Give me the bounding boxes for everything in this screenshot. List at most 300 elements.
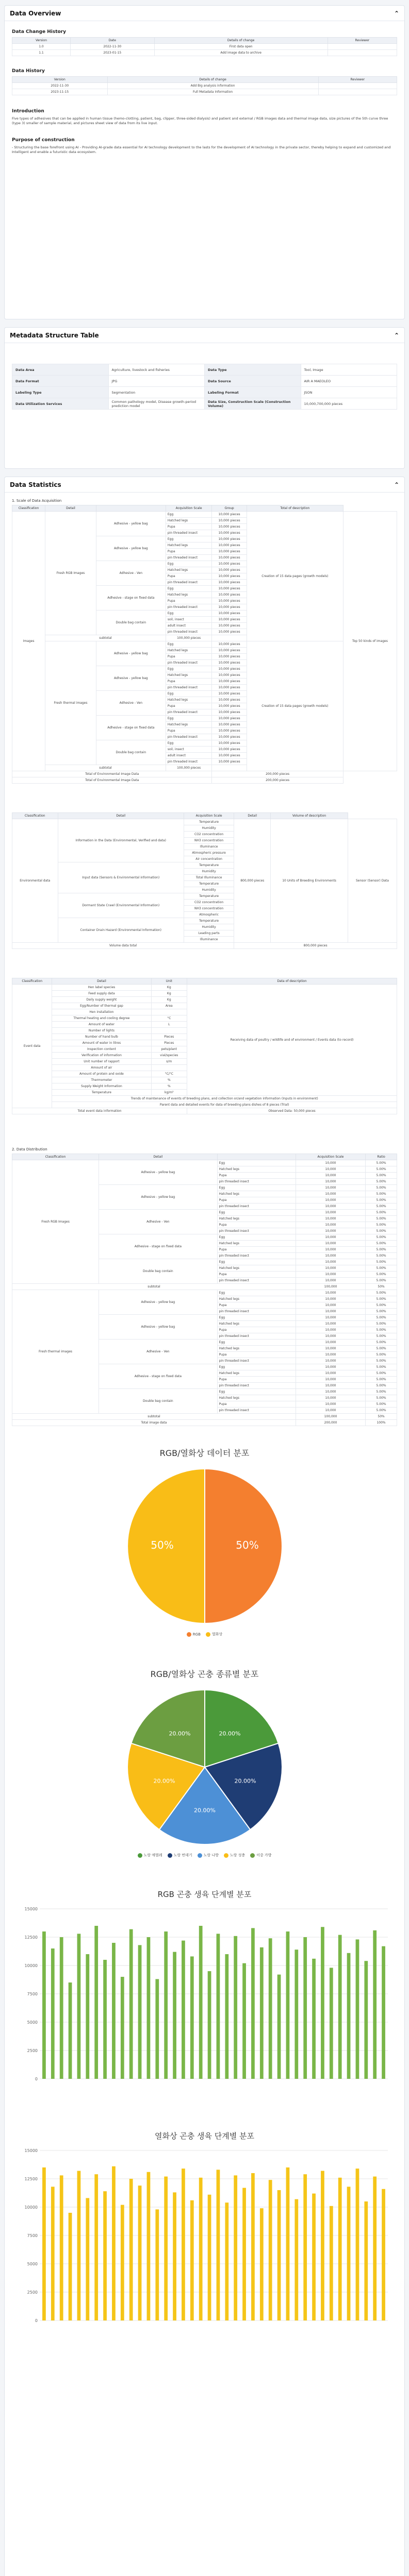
event-data-table	[12, 978, 397, 1114]
table-cell: Hatched legs	[217, 1296, 296, 1302]
table-cell	[318, 89, 397, 95]
bar	[312, 1959, 316, 2079]
sub-cell: Double bag contain	[96, 611, 166, 635]
table-cell	[328, 50, 397, 56]
table-cell: pin threaded insect	[166, 604, 211, 611]
table-header-cell: Detail	[52, 978, 151, 985]
metadata-header[interactable]	[5, 328, 404, 343]
table-cell: subtotal	[45, 765, 166, 771]
metadata-key: Labeling Format	[205, 387, 301, 398]
y-tick-label: 12500	[24, 2177, 38, 2181]
table-cell: Egg	[217, 1259, 296, 1265]
table-cell	[151, 1028, 187, 1034]
table-cell: Egg	[217, 1160, 296, 1166]
table-cell: 10,000	[296, 1408, 365, 1414]
metadata-row	[12, 398, 397, 410]
legend-label: 노랑 애벌레	[143, 1853, 162, 1857]
table-cell: 5.00%	[366, 1408, 397, 1414]
bar	[216, 1934, 220, 2079]
table-cell: 50%	[366, 1414, 397, 1420]
table-cell: pin threaded insect	[166, 685, 211, 691]
table-cell: 10,000	[296, 1173, 365, 1179]
table-cell: 5.00%	[366, 1364, 397, 1370]
table-cell: Pupa	[166, 703, 211, 709]
table-cell: Illuminance	[184, 937, 234, 943]
bar	[312, 2194, 316, 2320]
data-overview-header[interactable]	[5, 6, 404, 21]
bar	[68, 2213, 72, 2320]
table-cell: 10,000	[296, 1327, 365, 1333]
table-cell: Hatched legs	[217, 1216, 296, 1222]
table-row	[12, 1102, 397, 1108]
legend-swatch	[198, 1853, 202, 1858]
table-cell: Trends of maintenance of events of breeding plans, and collection or/and vegetation information (Inputs in environment)	[52, 1096, 397, 1102]
table-cell: Egg	[217, 1340, 296, 1346]
slice-label: 20.00%	[219, 1730, 240, 1737]
table-cell: 5.00%	[366, 1346, 397, 1352]
sub-cell: Adhesive - Ven	[99, 1210, 218, 1234]
table-cell: Temperature	[184, 819, 234, 825]
table-cell: 10,000	[296, 1340, 365, 1346]
table-cell: Egg	[217, 1234, 296, 1241]
bar	[329, 1968, 333, 2079]
table-cell: pin threaded insect	[217, 1253, 296, 1259]
distribution-caption: 2. Data Distribution	[12, 1147, 47, 1151]
table-cell: 5.00%	[366, 1278, 397, 1284]
pie-chart-block	[12, 1668, 397, 1858]
bar	[51, 2187, 54, 2320]
change-history-table	[12, 37, 397, 56]
chevron-up-icon[interactable]: ⌃	[394, 481, 399, 488]
legend-item	[206, 1632, 222, 1637]
metadata-value: JSON	[301, 387, 397, 398]
table-header-cell: Details of change	[154, 38, 328, 44]
table-cell: 10,000 pieces	[212, 734, 247, 740]
chart-title: RGB/열화상 데이터 분포	[159, 1448, 250, 1458]
table-header-cell	[217, 1154, 296, 1160]
metadata-key: Data Size, Construction Scale (Construction Volume)	[205, 398, 301, 410]
table-cell: Egg	[217, 1185, 296, 1191]
table-cell: 10,000 pieces	[212, 518, 247, 524]
table-cell: Number of hand bulb	[52, 1034, 151, 1040]
table-cell: subtotal	[12, 1414, 296, 1420]
group-cell: Container Drain Hazard (Environmental Information)	[58, 918, 184, 943]
table-cell: Thermal heating and cooling degree	[52, 1015, 151, 1022]
table-cell: CO2 concentration	[184, 900, 234, 906]
table-cell: Humidity	[184, 924, 234, 930]
bar	[225, 1954, 228, 2079]
bar	[268, 2180, 272, 2320]
table-row	[12, 1160, 397, 1166]
table-cell: 5.00%	[366, 1383, 397, 1389]
bar	[277, 2190, 281, 2320]
table-header-cell: Reviewer	[318, 77, 397, 83]
table-cell: Thermometer	[52, 1077, 151, 1083]
legend-swatch	[250, 1853, 255, 1858]
bar	[86, 2198, 89, 2320]
bar	[207, 1971, 211, 2079]
bar	[207, 2195, 211, 2320]
table-cell: adult insect	[166, 753, 211, 759]
table-row	[12, 512, 397, 518]
y-tick-label: 2500	[27, 2290, 38, 2295]
table-cell: Top 50 kinds of images	[343, 512, 397, 771]
bar	[382, 1946, 385, 2079]
bar	[364, 2201, 368, 2320]
table-cell: 5.00%	[366, 1352, 397, 1358]
table-cell: 10,000	[296, 1377, 365, 1383]
bar	[216, 2170, 220, 2320]
table-cell: 10,000	[296, 1204, 365, 1210]
table-cell	[328, 44, 397, 50]
bar	[77, 2171, 80, 2320]
pie-chart-block	[12, 1447, 397, 1637]
purpose-text: - Structuring the base forefront using AI - Providing AI-grade data essential for AI technology development to the lasts for the development of AI technology in the private sector, thereby helping to expand and customized and Intelligent and enable a futuristic data ecosystem.	[12, 145, 391, 155]
legend-item	[138, 1853, 162, 1858]
table-cell: Pupa	[166, 679, 211, 685]
sub-cell: Adhesive - Ven	[96, 691, 166, 716]
table-cell: 10,000 pieces	[212, 697, 247, 703]
table-cell: 10,000 pieces	[212, 512, 247, 518]
class-cell: Event data	[12, 985, 52, 1108]
table-cell: Total of Environmental Image Data	[12, 777, 212, 784]
table-header-cell: Ratio	[366, 1154, 397, 1160]
table-header-cell: Unit	[151, 978, 187, 985]
table-cell: Add image data to archive	[154, 50, 328, 56]
bar	[94, 1926, 98, 2079]
bar	[77, 1934, 80, 2079]
data-statistics-title: Data Statistics	[10, 481, 61, 488]
table-cell: Kg	[151, 997, 187, 1003]
table-cell: 10,000 pieces	[212, 549, 247, 555]
slice-label: 50%	[235, 1539, 259, 1551]
chart-title: RGB 곤충 생육 단계별 분포	[157, 1890, 252, 1899]
table-cell: Daily supply weight	[52, 997, 151, 1003]
table-cell: subtotal	[45, 635, 166, 641]
bar	[164, 2177, 168, 2320]
sub-cell: Adhesive - yellow bag	[99, 1185, 218, 1210]
bar	[51, 1948, 54, 2079]
table-cell	[151, 1009, 187, 1015]
table-cell: 10,000	[296, 1228, 365, 1234]
table-cell: 5.00%	[366, 1259, 397, 1265]
table-cell: 10,000 pieces	[212, 685, 247, 691]
legend-item	[198, 1853, 219, 1858]
slice-label: 20.00%	[234, 1777, 256, 1785]
table-cell: NH3 concentration	[184, 906, 234, 912]
table-cell: Amount of air	[52, 1065, 151, 1071]
table-cell: Hatched legs	[166, 697, 211, 703]
table-cell: pin threaded insect	[217, 1179, 296, 1185]
table-cell: 1.1	[12, 50, 71, 56]
bar	[138, 2185, 141, 2320]
table-cell: Hen installation	[52, 1009, 151, 1015]
table-cell: Pupa	[166, 524, 211, 530]
data-statistics-header[interactable]	[5, 477, 404, 493]
table-header-cell: Details of change	[107, 77, 318, 83]
table-cell: 800,000 pieces	[234, 819, 271, 943]
bar	[164, 1931, 168, 2079]
bar	[129, 2179, 133, 2320]
table-cell: 5.00%	[366, 1160, 397, 1166]
slice-label: 20.00%	[193, 1807, 216, 1814]
table-cell: 5.00%	[366, 1272, 397, 1278]
sub-cell: Adhesive - yellow bag	[96, 666, 166, 691]
y-tick-label: 5000	[27, 2262, 38, 2266]
table-cell: 5.00%	[366, 1204, 397, 1210]
bar	[364, 1961, 368, 2079]
table-cell: Egg	[217, 1364, 296, 1370]
purpose-title: Purpose of construction	[12, 137, 75, 143]
table-cell: Temperature	[52, 1090, 151, 1096]
table-cell: Hatched legs	[217, 1370, 296, 1377]
table-cell: Air concentration	[184, 856, 234, 862]
bar	[286, 1931, 289, 2079]
metadata-row	[12, 364, 397, 376]
bar-chart-block	[12, 1889, 397, 2099]
bar	[59, 1937, 63, 2079]
bar	[259, 2208, 263, 2320]
class-cell: Images	[12, 512, 45, 771]
bar	[277, 1975, 281, 2079]
table-cell: 10,000 pieces	[212, 716, 247, 722]
group-cell: Dormant State Crawl (Environmental Information)	[58, 893, 184, 918]
chart-title: 열화상 곤충 생육 단계별 분포	[155, 2131, 254, 2141]
table-cell: 10,000	[296, 1383, 365, 1389]
table-cell: 10,000 pieces	[212, 561, 247, 567]
table-cell: 10,000	[296, 1272, 365, 1278]
legend-item	[168, 1853, 192, 1858]
table-cell: 10,000 pieces	[212, 611, 247, 617]
chevron-up-icon[interactable]: ⌃	[394, 331, 399, 339]
table-cell: pin threaded insect	[166, 759, 211, 765]
table-cell: 2023-01-15	[70, 50, 154, 56]
bar	[338, 1935, 341, 2079]
table-cell: 10,000 pieces	[212, 580, 247, 586]
bar	[59, 2175, 63, 2320]
table-cell: Egg	[166, 512, 211, 518]
bar	[251, 2173, 255, 2320]
y-tick-label: 0	[35, 2077, 38, 2081]
legend-swatch	[168, 1853, 172, 1858]
table-cell: pin threaded insect	[217, 1278, 296, 1284]
table-header-cell: Group	[212, 505, 247, 512]
table-cell: Temperature	[184, 918, 234, 924]
table-cell: Pupa	[166, 654, 211, 660]
table-cell: Humidity	[184, 825, 234, 832]
table-cell: 10,000	[296, 1315, 365, 1321]
legend-item	[224, 1853, 245, 1858]
metadata-value: Common pathology model, Disease growth-period prediction model	[108, 398, 205, 410]
table-cell: Creation of 15 data pages (growth models)	[247, 641, 343, 771]
y-tick-label: 15000	[24, 2148, 38, 2153]
bar	[182, 2168, 185, 2320]
legend-item	[250, 1853, 271, 1858]
table-cell: 10,000 pieces	[212, 573, 247, 580]
table-cell: 10,000	[296, 1210, 365, 1216]
table-cell: Pupa	[217, 1302, 296, 1309]
table-header-row	[12, 77, 397, 83]
table-cell: 5.00%	[366, 1290, 397, 1296]
table-header-cell: Data of description	[187, 978, 397, 985]
table-cell: Temperature	[184, 862, 234, 869]
table-cell: 10,000 pieces	[212, 722, 247, 728]
table-cell: Pieces	[151, 1034, 187, 1040]
table-cell: Sensor (Sensor) Data	[348, 819, 397, 943]
bar	[329, 2206, 333, 2320]
table-header-cell: Reviewer	[328, 38, 397, 44]
table-cell: Pupa	[217, 1247, 296, 1253]
table-cell: Parent data and detailed events for data of breeding plans dishes of 8 pieces (Trial)	[52, 1102, 397, 1108]
table-cell: Pupa	[217, 1401, 296, 1408]
bar	[242, 2188, 246, 2320]
group-cell: Fresh RGB Images	[45, 512, 96, 635]
table-cell: Hatched legs	[217, 1346, 296, 1352]
table-cell: 5.00%	[366, 1253, 397, 1259]
table-cell: 5.00%	[366, 1321, 397, 1327]
table-header-cell: Classification	[12, 505, 45, 512]
table-cell: 10,000 pieces	[212, 648, 247, 654]
bar-chart-block	[12, 2130, 397, 2341]
table-cell: Egg	[166, 536, 211, 543]
bar	[234, 2175, 237, 2320]
table-cell: 10,000	[296, 1395, 365, 1401]
table-cell: Kg	[151, 985, 187, 991]
change-history-title: Data Change History	[12, 29, 66, 35]
table-cell: pin threaded insect	[166, 530, 211, 536]
table-cell: 200,000	[296, 1420, 365, 1426]
table-cell: Illuminance	[184, 844, 234, 850]
table-cell: 5.00%	[366, 1197, 397, 1204]
table-cell: 10,000	[296, 1389, 365, 1395]
table-cell: 10,000 pieces	[212, 654, 247, 660]
table-cell: 10,000 pieces	[212, 709, 247, 716]
data-history-title: Data History	[12, 69, 45, 74]
chevron-up-icon[interactable]: ⌃	[394, 9, 399, 17]
sub-cell: Adhesive - Ven	[99, 1340, 218, 1364]
table-cell	[151, 1065, 187, 1071]
bar	[155, 2209, 159, 2320]
table-cell: 10,000 pieces	[212, 641, 247, 648]
table-cell: 10,000	[296, 1401, 365, 1408]
table-cell: 5.00%	[366, 1327, 397, 1333]
table-cell: Leading parts	[184, 930, 234, 937]
table-cell: 5.00%	[366, 1389, 397, 1395]
table-cell: 100,000 pieces	[166, 765, 211, 771]
table-header-cell: Detail	[58, 813, 184, 819]
table-cell: 10,000	[296, 1352, 365, 1358]
table-cell: 10,000 pieces	[212, 703, 247, 709]
table-cell: Pieces	[151, 1040, 187, 1046]
bar	[190, 2200, 193, 2320]
table-cell: 5.00%	[366, 1216, 397, 1222]
bar	[182, 1941, 185, 2079]
table-cell: 10 Units of Breeding Environments	[271, 819, 348, 943]
table-cell: 10,000 pieces	[212, 666, 247, 672]
table-cell: 5.00%	[366, 1309, 397, 1315]
table-header-cell: Volume of description	[271, 813, 348, 819]
table-cell: Egg	[166, 666, 211, 672]
y-tick-label: 5000	[27, 2020, 38, 2025]
table-cell: 10,000	[296, 1358, 365, 1364]
sub-cell: Double bag contain	[99, 1389, 218, 1414]
legend-swatch	[206, 1632, 210, 1637]
table-cell: 100,000 pieces	[166, 635, 211, 641]
table-cell: 5.00%	[366, 1377, 397, 1383]
table-cell: Pupa	[217, 1173, 296, 1179]
table-cell: Pupa	[217, 1327, 296, 1333]
subtotal-row	[12, 1414, 397, 1420]
table-cell: 50%	[366, 1284, 397, 1290]
table-row	[12, 44, 397, 50]
bar	[120, 2205, 124, 2320]
legend-swatch	[138, 1853, 142, 1858]
table-cell: 2022-11-30	[12, 83, 108, 89]
metadata-table	[12, 364, 397, 410]
subtotal-row	[12, 1284, 397, 1290]
table-cell: Egg	[166, 611, 211, 617]
table-cell: 10,000 pieces	[212, 555, 247, 561]
table-header-row	[12, 978, 397, 985]
metadata-key: Data Type	[205, 364, 301, 376]
table-cell: subtotal	[12, 1284, 296, 1290]
table-cell: 5.00%	[366, 1315, 397, 1321]
group-cell: Fresh thermal images	[12, 1290, 99, 1414]
bar-chart-2	[19, 1904, 390, 2099]
table-cell: 10,000 pieces	[212, 598, 247, 604]
table-cell: adult insect	[166, 623, 211, 629]
table-row	[12, 89, 397, 95]
table-cell: 10,000 pieces	[212, 586, 247, 592]
table-cell: Pupa	[166, 549, 211, 555]
total-row	[12, 1108, 397, 1114]
bar	[251, 1928, 255, 2079]
table-header-cell: Detail	[99, 1154, 218, 1160]
table-cell: pin threaded insect	[217, 1333, 296, 1340]
table-cell: 10,000	[296, 1290, 365, 1296]
table-cell: Hatched legs	[217, 1191, 296, 1197]
group-cell: Fresh RGB Images	[12, 1160, 99, 1284]
table-row	[12, 641, 397, 648]
introduction-title: Introduction	[12, 109, 44, 114]
bar	[373, 1930, 377, 2079]
table-cell: 10,000 pieces	[212, 524, 247, 530]
table-cell: Hatched legs	[217, 1395, 296, 1401]
bar	[295, 1950, 298, 2079]
table-cell: pin threaded insect	[217, 1228, 296, 1234]
bar	[225, 2202, 228, 2320]
table-cell: 2022-11-30	[70, 44, 154, 50]
table-cell: Pupa	[166, 598, 211, 604]
table-cell: 10,000	[296, 1234, 365, 1241]
table-header-cell: Acquisition Scale	[296, 1154, 365, 1160]
table-cell: Hatched legs	[166, 543, 211, 549]
table-cell: 5.00%	[366, 1401, 397, 1408]
table-cell: pin threaded insect	[166, 709, 211, 716]
bar	[373, 2177, 377, 2320]
table-cell: 100%	[366, 1420, 397, 1426]
table-cell: Kg	[151, 991, 187, 997]
table-cell: Pupa	[217, 1222, 296, 1228]
table-cell: 100,000	[296, 1414, 365, 1420]
table-cell: 10,000	[296, 1370, 365, 1377]
metadata-key: Data Area	[12, 364, 109, 376]
bar	[112, 1943, 116, 2079]
table-header-row	[12, 38, 397, 44]
bar	[321, 1927, 324, 2079]
sub-cell: Adhesive - Ven	[96, 561, 166, 586]
table-cell: 5.00%	[366, 1358, 397, 1364]
